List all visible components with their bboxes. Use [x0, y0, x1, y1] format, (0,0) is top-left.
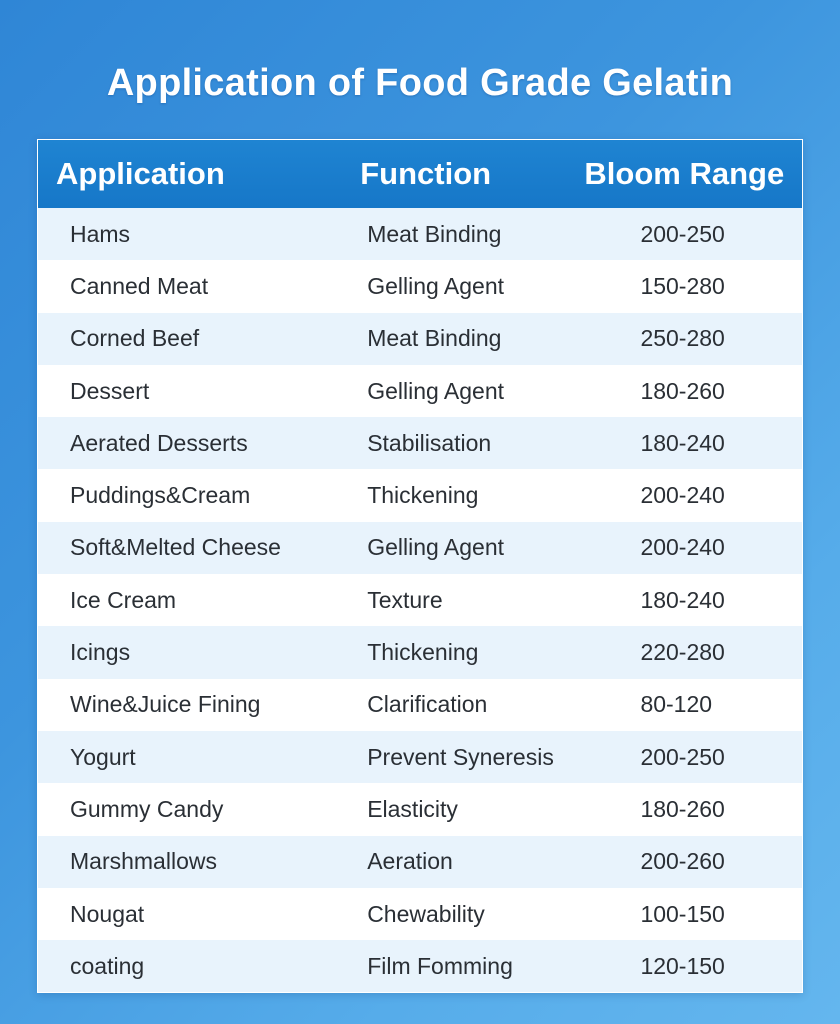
cell-function: Thickening [367, 639, 479, 666]
cell-application: Dessert [70, 377, 150, 404]
table-row [38, 313, 802, 365]
table-row [38, 417, 802, 469]
cell-bloom-range: 220-280 [640, 639, 725, 666]
cell-application: Aerated Desserts [70, 429, 248, 456]
table-header-row [38, 140, 802, 208]
table-row [38, 574, 802, 626]
cell-bloom-range: 180-240 [640, 429, 725, 456]
header-function: Function [360, 156, 492, 191]
cell-application: Gummy Candy [70, 795, 224, 822]
table-row [38, 783, 802, 835]
cell-bloom-range: 120-150 [640, 952, 725, 979]
cell-bloom-range: 200-240 [640, 482, 725, 509]
cell-application: Nougat [70, 900, 145, 927]
gelatin-application-table [37, 139, 803, 993]
cell-function: Thickening [367, 482, 479, 509]
cell-bloom-range: 200-260 [640, 848, 725, 875]
cell-function: Stabilisation [367, 429, 492, 456]
cell-function: Elasticity [367, 795, 458, 822]
header-bloom-range: Bloom Range [584, 156, 785, 191]
table-row [38, 679, 802, 731]
cell-application: Wine&Juice Fining [70, 691, 261, 718]
cell-bloom-range: 180-260 [640, 377, 725, 404]
table-body [38, 208, 802, 992]
cell-bloom-range: 200-240 [640, 534, 725, 561]
table-row [38, 208, 802, 260]
cell-function: Gelling Agent [367, 534, 505, 561]
table-row [38, 888, 802, 940]
cell-bloom-range: 150-280 [640, 272, 725, 299]
cell-function: Gelling Agent [367, 377, 505, 404]
table-row [38, 940, 802, 992]
table-row [38, 522, 802, 574]
cell-function: Chewability [367, 900, 485, 927]
cell-application: Yogurt [70, 743, 136, 770]
table-row [38, 836, 802, 888]
cell-function: Aeration [367, 848, 453, 875]
cell-application: Soft&Melted Cheese [70, 534, 281, 561]
cell-bloom-range: 80-120 [640, 691, 713, 718]
table-row [38, 260, 802, 312]
cell-function: Clarification [367, 691, 488, 718]
table-row [38, 731, 802, 783]
cell-application: coating [70, 952, 145, 979]
page-title: Application of Food Grade Gelatin [106, 62, 734, 104]
header-application: Application [56, 156, 225, 191]
cell-function: Prevent Syneresis [367, 743, 554, 770]
cell-bloom-range: 100-150 [640, 900, 725, 927]
cell-function: Texture [367, 586, 443, 613]
table-row [38, 469, 802, 521]
cell-application: Marshmallows [70, 848, 217, 875]
cell-bloom-range: 250-280 [640, 325, 725, 352]
table-row [38, 626, 802, 678]
cell-application: Icings [70, 639, 131, 666]
cell-bloom-range: 200-250 [640, 220, 725, 247]
cell-function: Gelling Agent [367, 272, 505, 299]
cell-application: Corned Beef [70, 325, 200, 352]
cell-function: Meat Binding [367, 325, 502, 352]
cell-application: Canned Meat [70, 272, 209, 299]
cell-application: Puddings&Cream [70, 482, 251, 509]
cell-application: Hams [70, 220, 131, 247]
cell-bloom-range: 200-250 [640, 743, 725, 770]
cell-application: Ice Cream [70, 586, 177, 613]
cell-bloom-range: 180-240 [640, 586, 725, 613]
cell-function: Film Fomming [367, 952, 513, 979]
cell-bloom-range: 180-260 [640, 795, 725, 822]
cell-function: Meat Binding [367, 220, 502, 247]
table-row [38, 365, 802, 417]
